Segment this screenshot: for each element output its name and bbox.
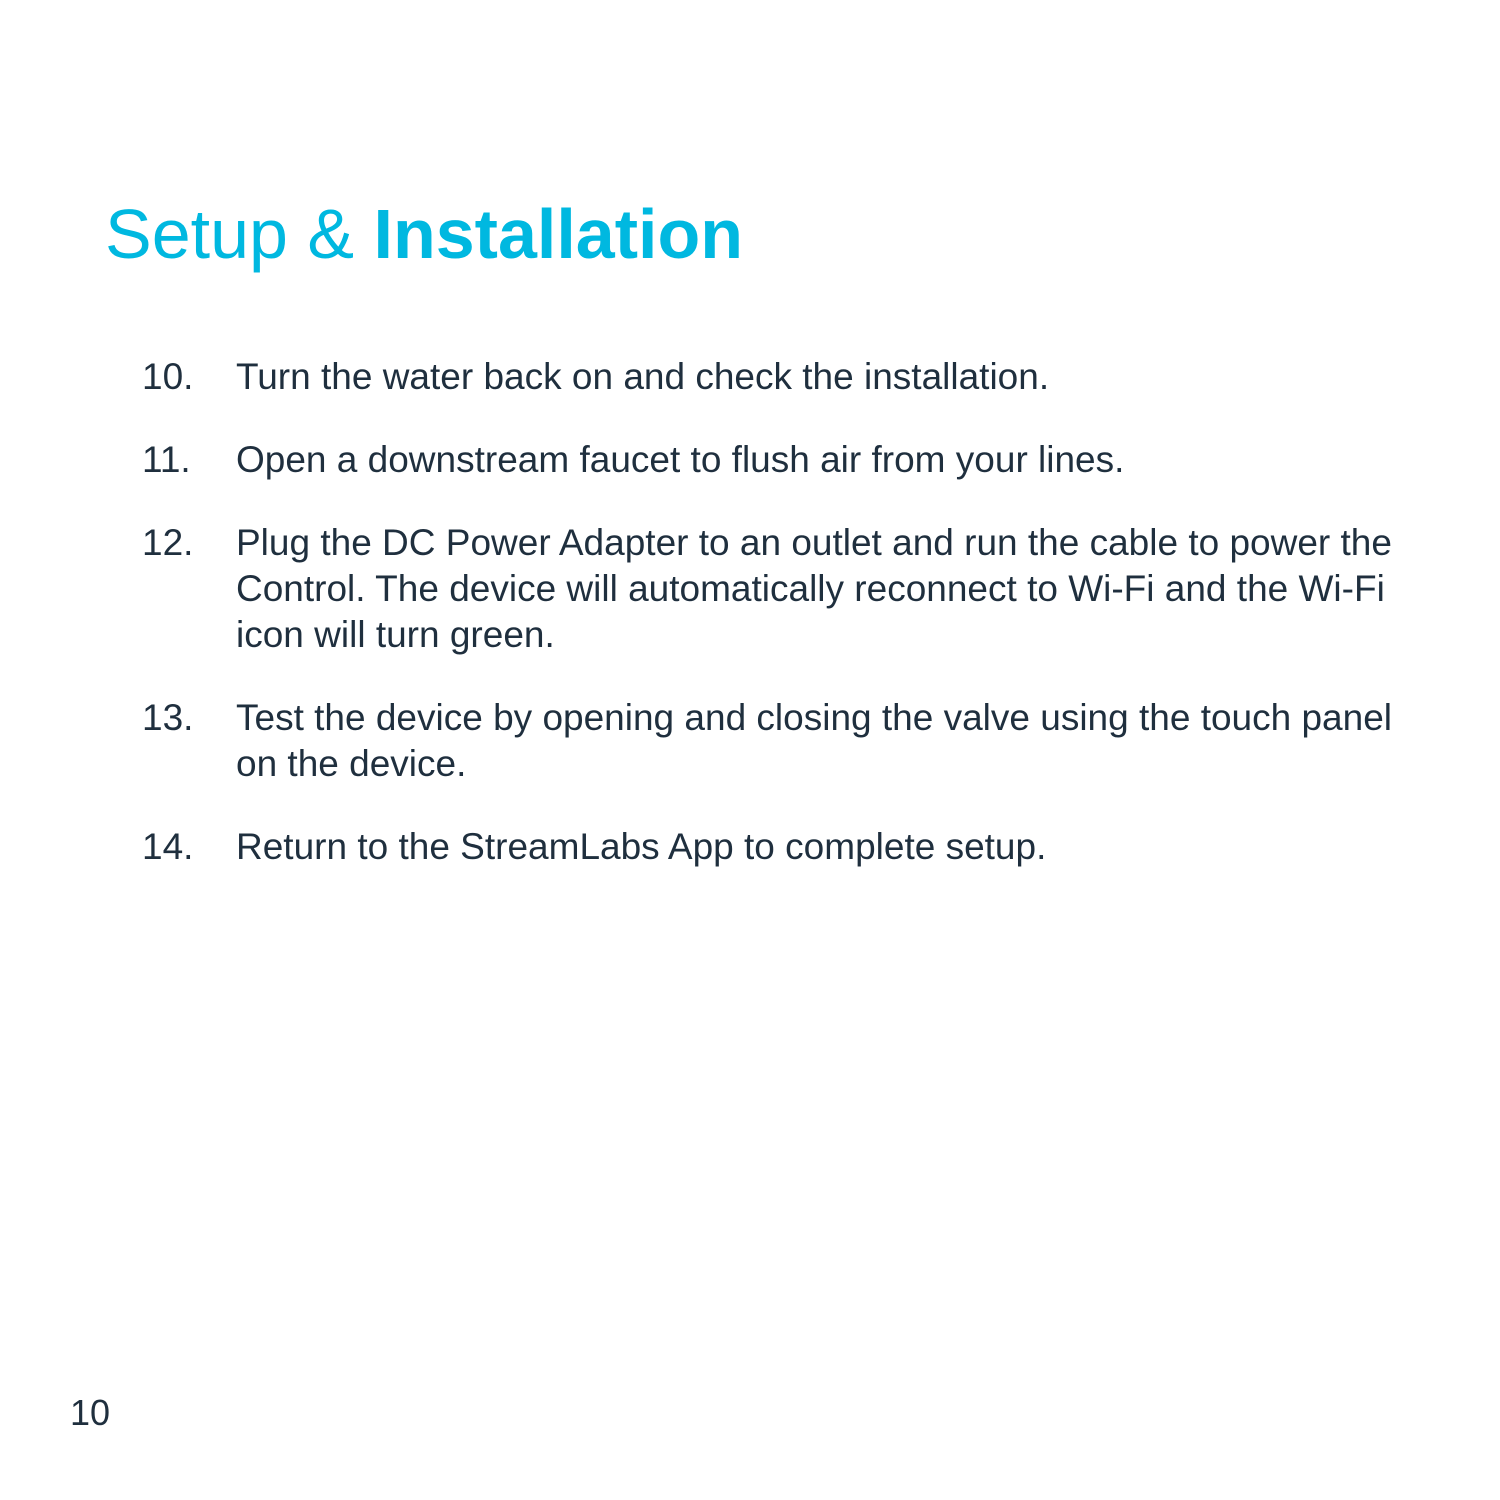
instruction-step [142,354,1402,400]
step-text: Plug the DC Power Adapter to an outlet and run the cable to power the Control. The device will automatically reconnect to Wi-Fi and the Wi-Fi icon will turn green. [236,522,1392,655]
step-number: 11. [142,439,191,480]
instruction-step [142,824,1402,870]
instruction-step [142,520,1402,658]
page-title-light: Setup & [105,195,374,273]
instruction-step [142,437,1402,483]
step-number: 13. [142,697,194,738]
step-text: Test the device by opening and closing the valve using the touch panel on the device. [236,697,1393,784]
step-text: Return to the StreamLabs App to complete setup. [236,826,1047,867]
step-text: Turn the water back on and check the installation. [236,356,1050,397]
page-title [105,194,743,274]
step-number: 10. [142,356,194,397]
step-text: Open a downstream faucet to flush air from your lines. [236,439,1125,480]
instruction-steps-list [142,354,1402,907]
page-number: 10 [70,1392,111,1433]
page-title-bold: Installation [373,195,743,273]
instruction-step [142,695,1402,787]
step-number: 14. [142,826,194,867]
step-number: 12. [142,522,194,563]
